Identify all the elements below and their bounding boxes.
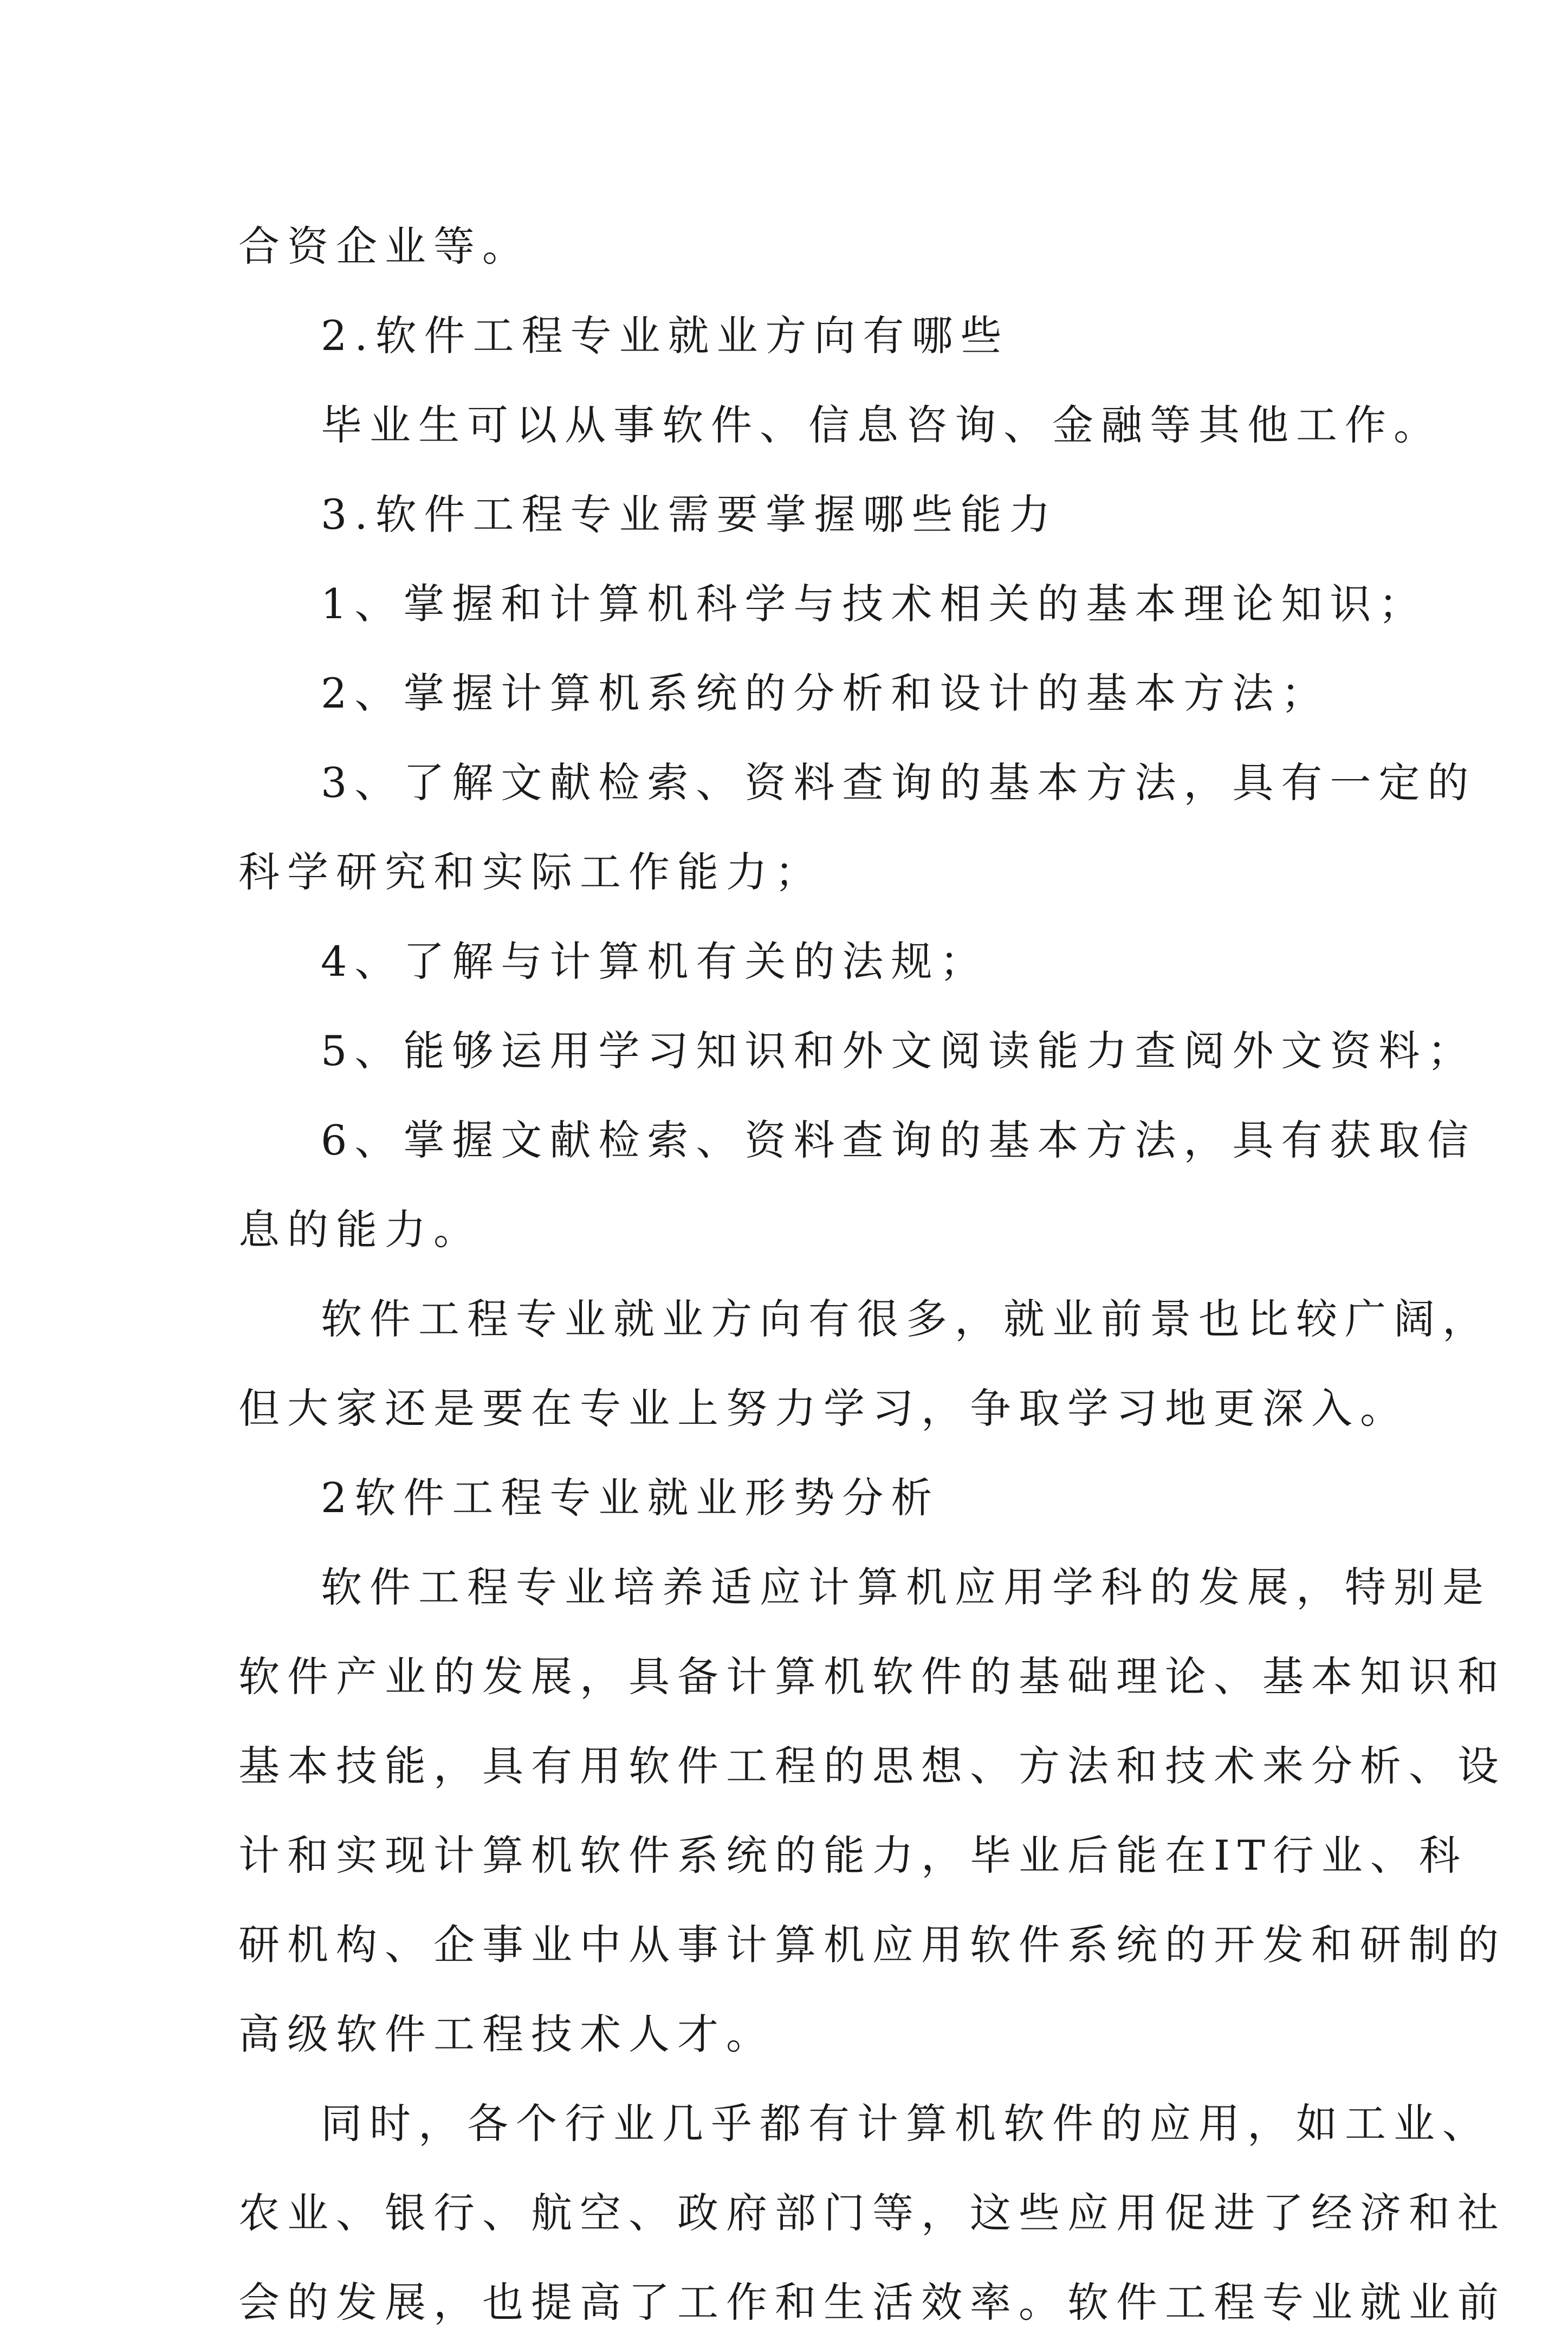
section-heading: 2.软件工程专业就业方向有哪些 (321, 312, 1009, 360)
list-item: 2、掌握计算机系统的分析和设计的基本方法； (321, 669, 1330, 717)
paragraph-line: 基本技能，具有用软件工程的思想、方法和技术来分析、设 (238, 1742, 1506, 1790)
paragraph-line: 同时，各个行业几乎都有计算机软件的应用，如工业、 (321, 2099, 1491, 2148)
paragraph-line: 但大家还是要在专业上努力学习，争取学习地更深入。 (238, 1384, 1409, 1432)
list-item-continuation: 息的能力。 (238, 1205, 482, 1254)
list-item: 4、了解与计算机有关的法规； (321, 937, 989, 986)
section-heading: 2软件工程专业就业形势分析 (321, 1474, 940, 1522)
list-item: 1、掌握和计算机科学与技术相关的基本理论知识； (321, 580, 1428, 628)
paragraph-line: 软件工程专业培养适应计算机应用学科的发展，特别是 (321, 1563, 1491, 1611)
text-line: 合资企业等。 (238, 222, 531, 270)
text-line: 毕业生可以从事软件、信息咨询、金融等其他工作。 (321, 401, 1442, 449)
list-item: 5、能够运用学习知识和外文阅读能力查阅外文资料； (321, 1027, 1476, 1075)
list-item: 6、掌握文献检索、资料查询的基本方法，具有获取信 (321, 1116, 1476, 1164)
section-heading: 3.软件工程专业需要掌握哪些能力 (321, 490, 1058, 539)
paragraph-line: 研机构、企事业中从事计算机应用软件系统的开发和研制的 (238, 1921, 1506, 1969)
paragraph-line: 软件产业的发展，具备计算机软件的基础理论、基本知识和 (238, 1652, 1506, 1701)
list-item: 3、了解文献检索、资料查询的基本方法，具有一定的 (321, 758, 1476, 807)
paragraph-line: 会的发展，也提高了工作和生活效率。软件工程专业就业前 (238, 2278, 1506, 2326)
paragraph-line: 软件工程专业就业方向有很多，就业前景也比较广阔， (321, 1295, 1491, 1343)
list-item-continuation: 科学研究和实际工作能力； (238, 848, 824, 896)
paragraph-line: 农业、银行、航空、政府部门等，这些应用促进了经济和社 (238, 2189, 1506, 2237)
paragraph-line: 高级软件工程技术人才。 (238, 2010, 775, 2058)
paragraph-line: 计和实现计算机软件系统的能力，毕业后能在IT行业、科 (238, 1831, 1468, 1879)
body-text (238, 202, 1506, 2347)
